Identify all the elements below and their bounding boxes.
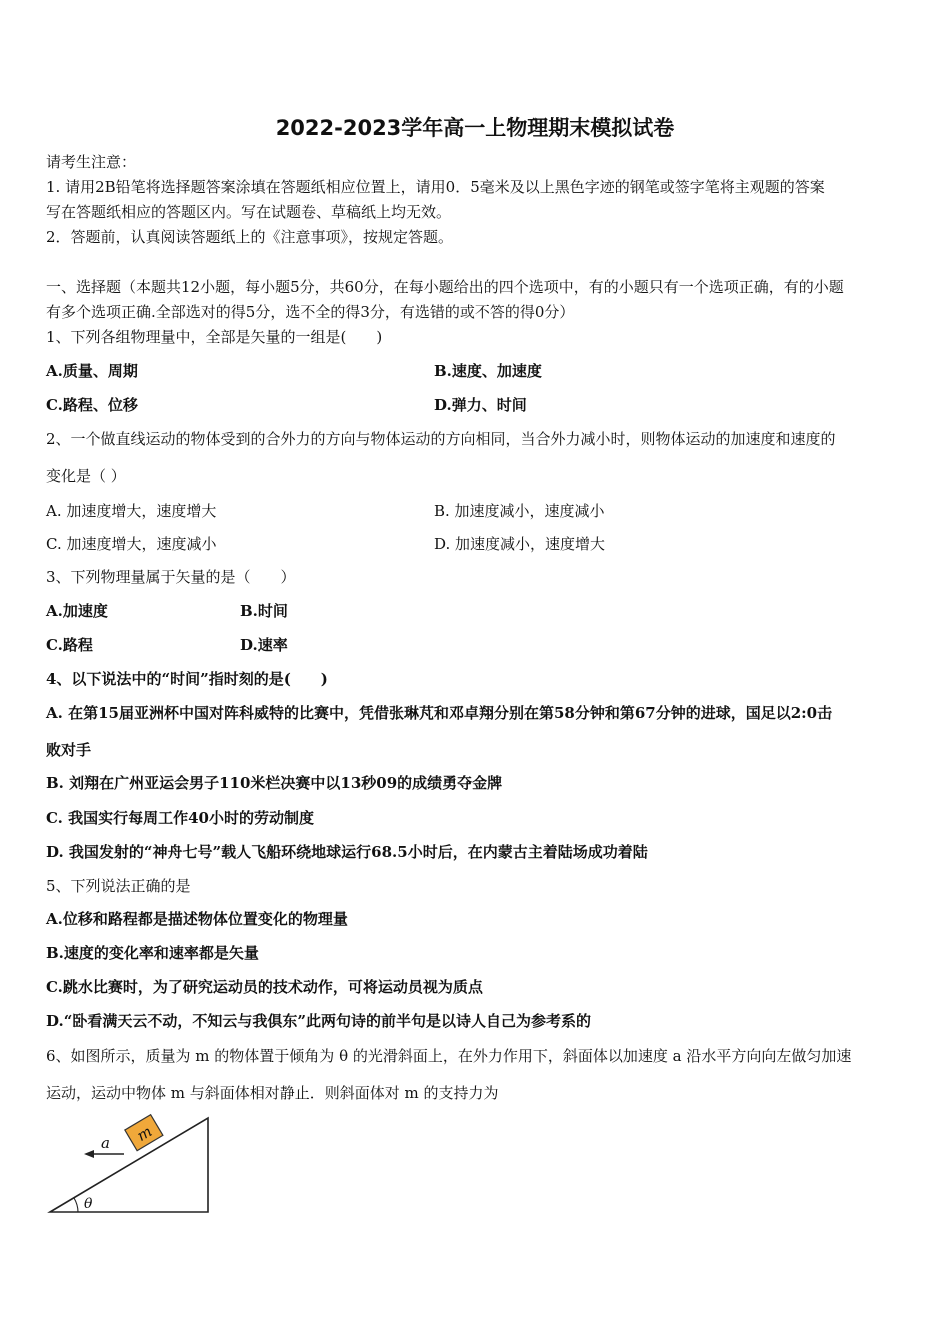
q2-stem-cont: 变化是（ ） (46, 467, 126, 485)
q4-option-a-cont: 败对手 (46, 741, 92, 759)
q4-option-c: C. 我国实行每周工作40小时的劳动制度 (46, 809, 314, 827)
q4-stem: 4、以下说法中的“时间”指时刻的是( ) (46, 670, 328, 688)
q3-option-b: B.时间 (240, 602, 288, 620)
q1-option-a: A.质量、周期 (46, 362, 138, 380)
q5-option-a: A.位移和路程都是描述物体位置变化的物理量 (46, 910, 348, 928)
q5-stem: 5、下列说法正确的是 (46, 877, 191, 895)
angle-label: θ (84, 1196, 93, 1212)
q2-option-b: B. 加速度减小，速度减小 (434, 502, 605, 520)
arrow-head-icon (84, 1150, 94, 1158)
q6-stem-cont: 运动，运动中物体 m 与斜面体相对静止．则斜面体对 m 的支持力为 (46, 1084, 499, 1102)
q5-option-d: D.“卧看满天云不动，不知云与我俱东”此两句诗的前半句是以诗人自己为参考系的 (46, 1012, 591, 1030)
q2-option-d: D. 加速度减小，速度增大 (434, 535, 606, 553)
q1-stem: 1、下列各组物理量中，全部是矢量的一组是( ) (46, 328, 383, 346)
q3-option-d: D.速率 (240, 636, 288, 654)
q2-option-c: C. 加速度增大，速度减小 (46, 535, 217, 553)
q5-option-b: B.速度的变化率和速率都是矢量 (46, 944, 259, 962)
q4-option-a: A. 在第15届亚洲杯中国对阵科威特的比赛中，凭借张琳芃和邓卓翔分别在第58分钟和第67分钟的进球，国足以2:0击 (46, 704, 833, 722)
q5-option-c: C.跳水比赛时，为了研究运动员的技术动作，可将运动员视为质点 (46, 978, 483, 996)
notice-item-2: 2．答题前，认真阅读答题纸上的《注意事项》，按规定答题。 (46, 228, 454, 246)
q2-stem: 2、一个做直线运动的物体受到的合外力的方向与物体运动的方向相同，当合外力减小时，则物体运动的加速度和速度的 (46, 430, 836, 448)
section-heading: 一、选择题（本题共12小题，每小题5分，共60分，在每小题给出的四个选项中，有的小题只有一个选项正确，有的小题 (46, 278, 844, 296)
q1-option-b: B.速度、加速度 (434, 362, 542, 380)
q2-option-a: A. 加速度增大，速度增大 (46, 502, 217, 520)
q3-option-c: C.路程 (46, 636, 93, 654)
angle-arc (74, 1198, 78, 1212)
q1-option-c: C.路程、位移 (46, 396, 138, 414)
section-heading-cont: 有多个选项正确.全部选对的得5分，选不全的得3分，有选错的或不答的得0分） (46, 303, 575, 321)
q1-option-d: D.弹力、时间 (434, 396, 527, 414)
incline-figure (44, 1112, 214, 1218)
q3-stem: 3、下列物理量属于矢量的是（ ） (46, 568, 296, 586)
notice-item-1: 1. 请用2B铅笔将选择题答案涂填在答题纸相应位置上，请用0．5毫米及以上黑色字迹的钢笔或签字笔将主观题的答案 (46, 178, 825, 196)
q3-option-a: A.加速度 (46, 602, 108, 620)
notice-item-1-cont: 写在答题纸相应的答题区内。写在试题卷、草稿纸上均无效。 (46, 203, 452, 221)
q4-option-d: D. 我国发射的“神舟七号”载人飞船环绕地球运行68.5小时后，在内蒙古主着陆场成功着陆 (46, 843, 648, 861)
q4-option-b: B. 刘翔在广州亚运会男子110米栏决赛中以13秒09的成绩勇夺金牌 (46, 774, 503, 792)
notice-heading: 请考生注意： (46, 153, 137, 171)
page-title: 2022-2023学年高一上物理期末模拟试卷 (275, 116, 675, 140)
acceleration-label: a (101, 1134, 110, 1152)
q6-stem: 6、如图所示，质量为 m 的物体置于倾角为 θ 的光滑斜面上，在外力作用下，斜面体以加速度 a 沿水平方向向左做匀加速 (46, 1047, 852, 1065)
mass-label: m (133, 1122, 156, 1145)
